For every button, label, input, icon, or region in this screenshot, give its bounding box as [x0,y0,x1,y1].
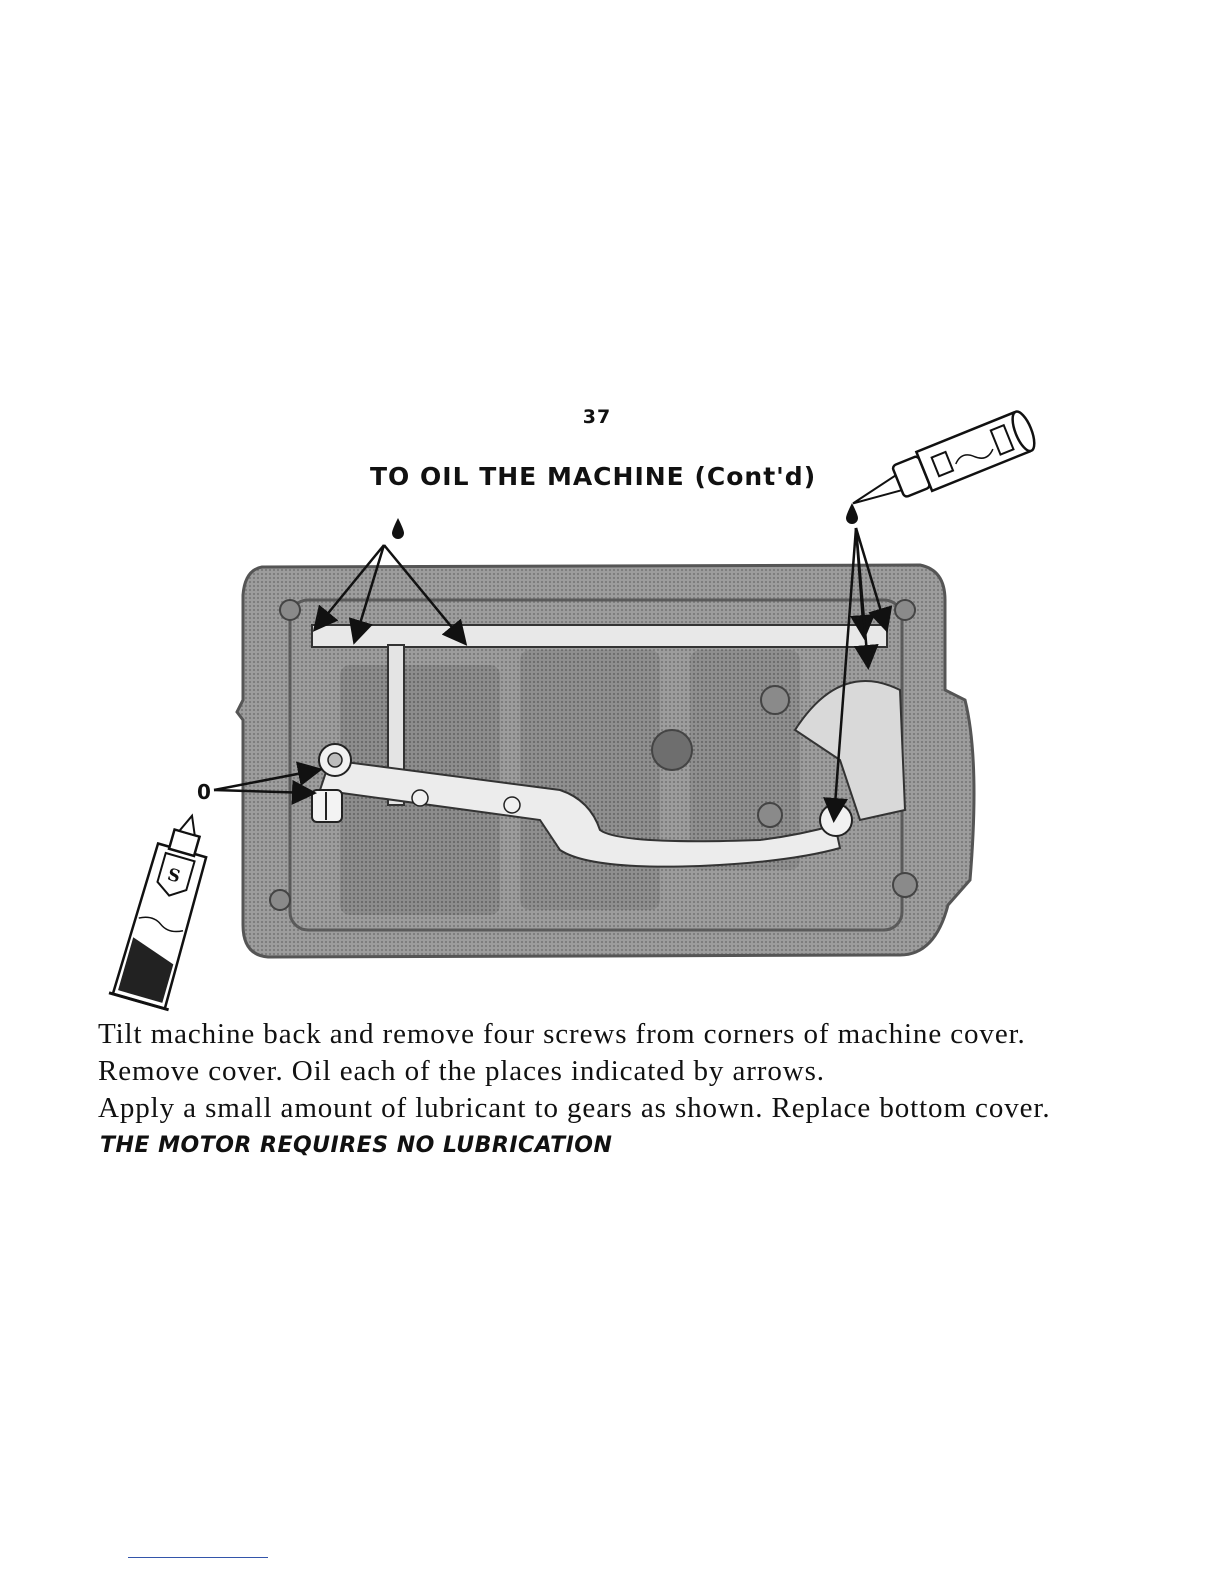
oil-can-icon [844,409,1039,520]
instruction-line: Tilt machine back and remove four screws from corners of machine cover. [98,1018,1026,1050]
lubricant-label: 0 [197,780,211,804]
page-number: 37 [582,406,612,428]
tube-brand-letter: S [165,864,183,888]
page-title: TO OIL THE MACHINE (Cont'd) [370,462,817,491]
instruction-line: Apply a small amount of lubricant to gears as shown. Replace bottom cover. [98,1092,1051,1124]
footer-rule [128,1557,268,1558]
instructions-text [98,1016,1118,1127]
instruction-line: Remove cover. Oil each of the places indicated by arrows. [98,1055,825,1087]
oil-drop-icon [392,518,404,539]
oil-drop-icon [846,503,858,524]
lubricant-tube-icon [109,807,222,1010]
motor-lubrication-warning: THE MOTOR REQUIRES NO LUBRICATION [100,1133,613,1158]
